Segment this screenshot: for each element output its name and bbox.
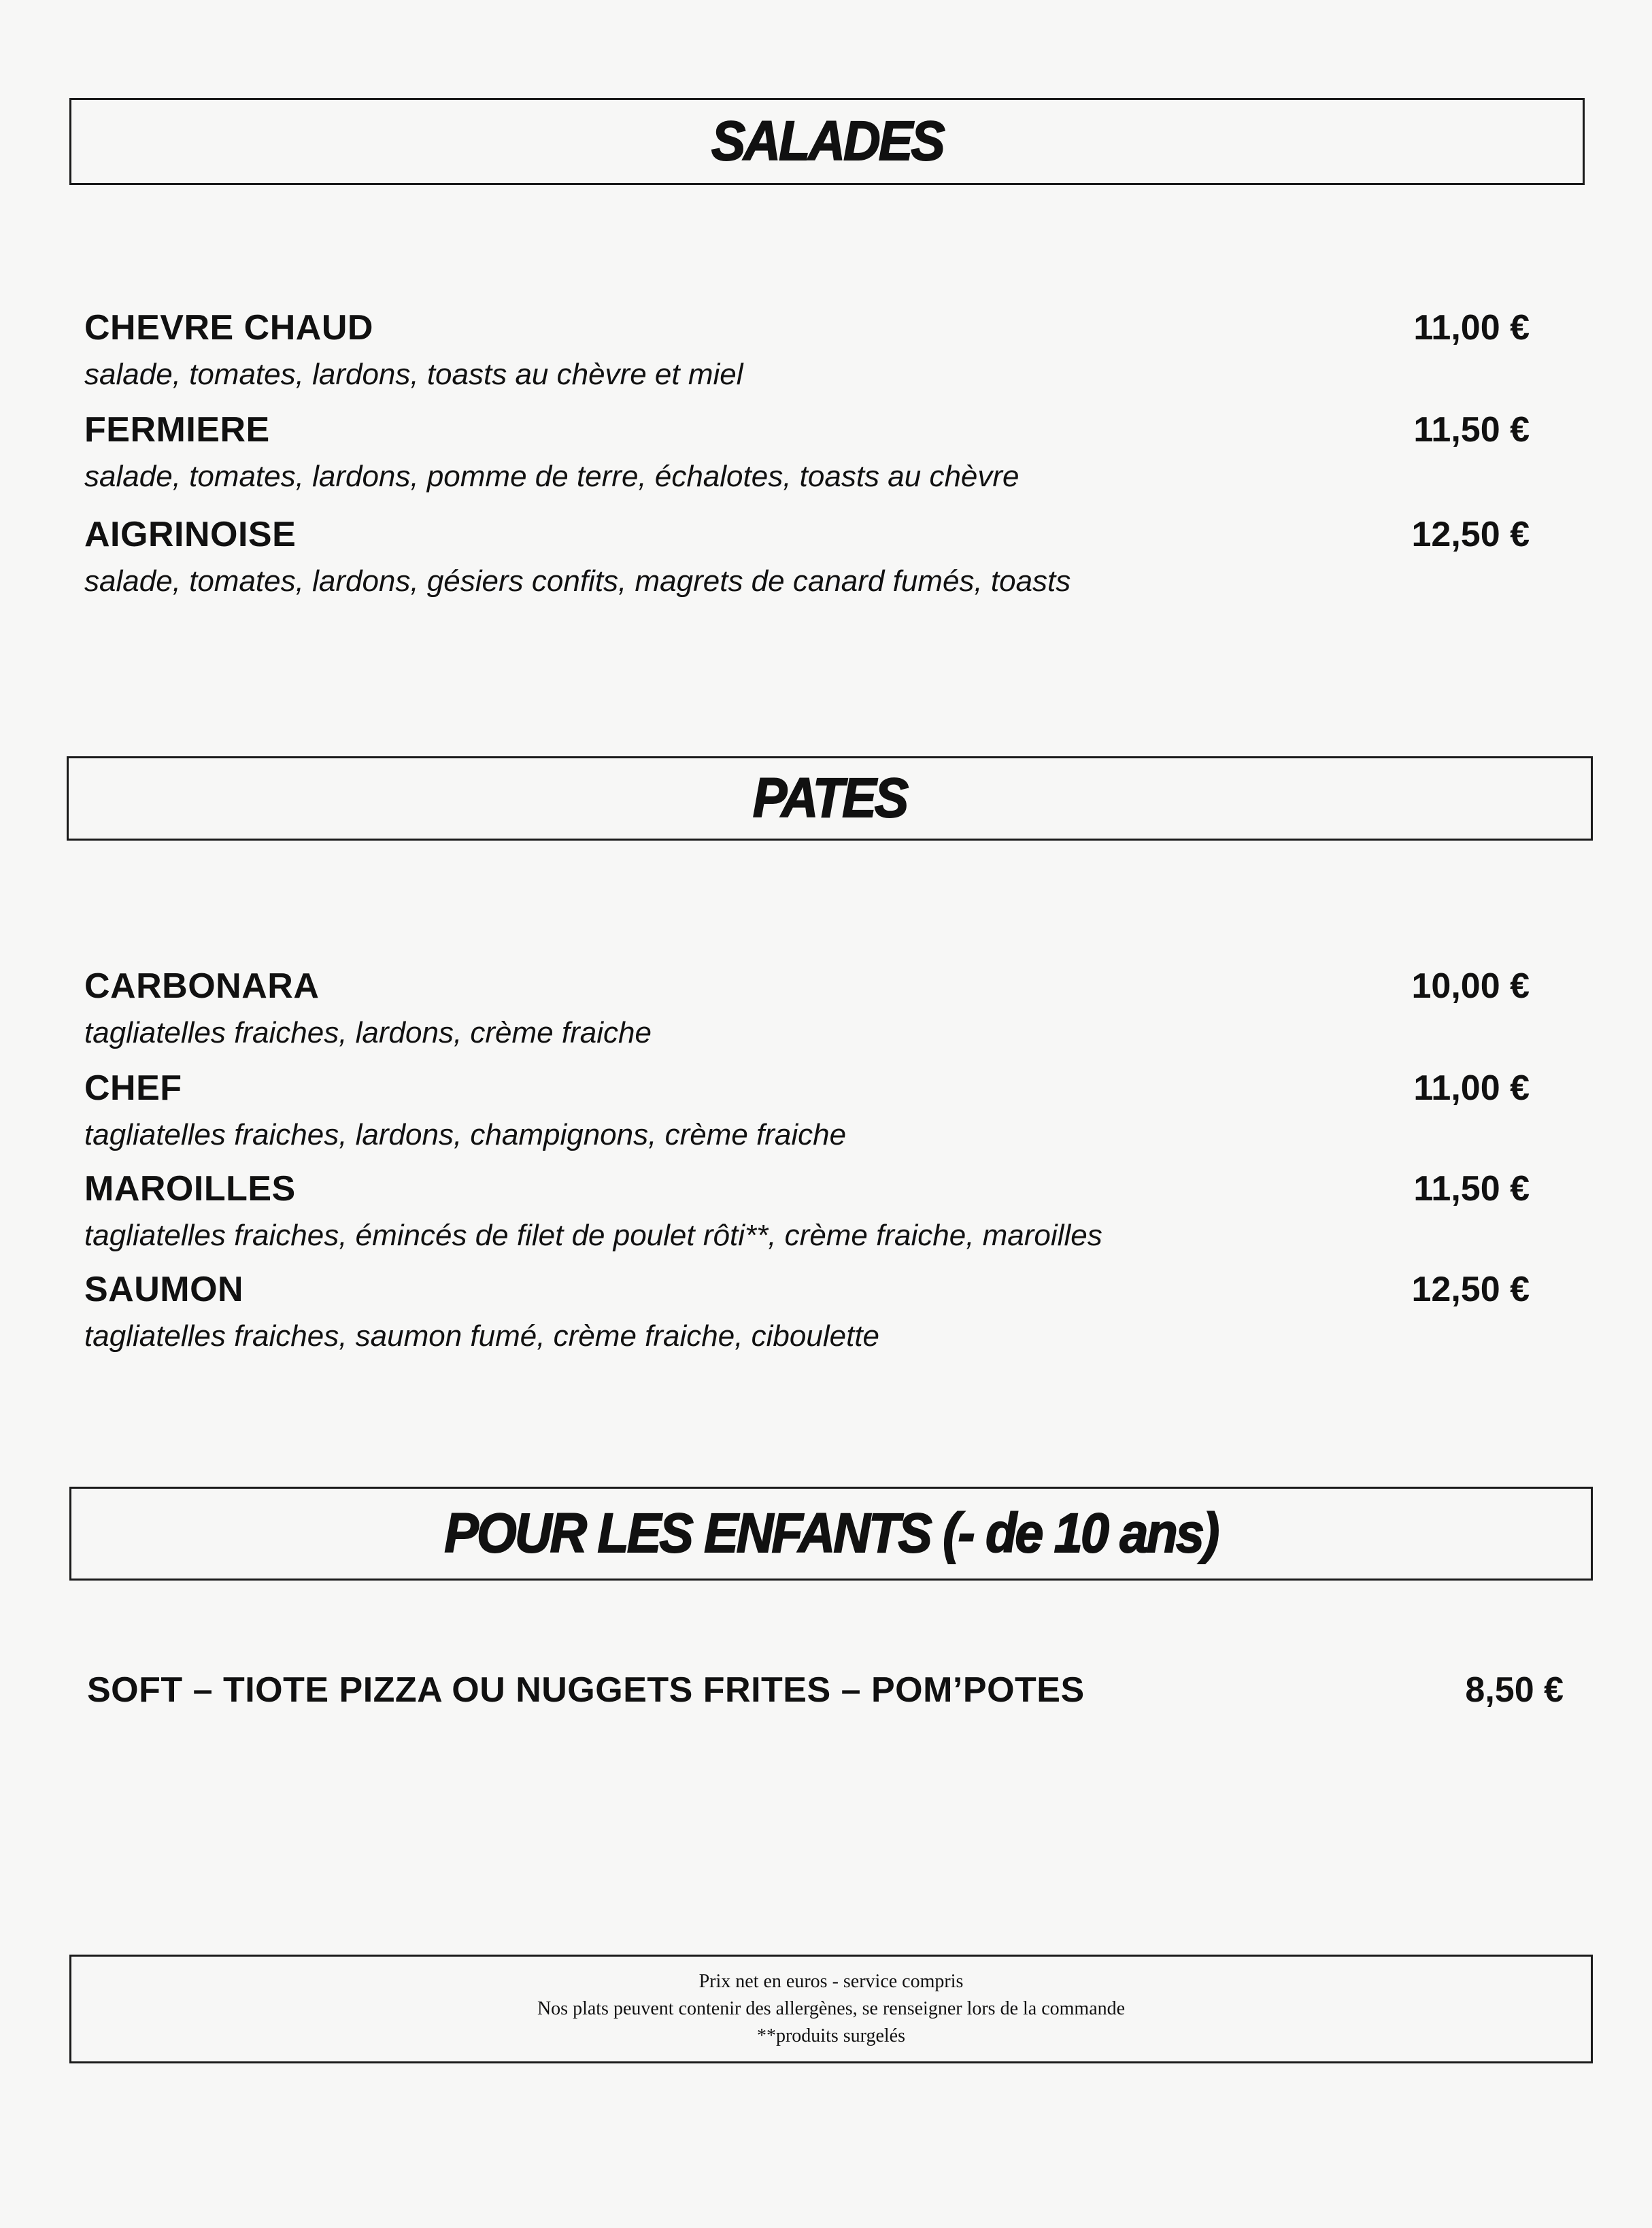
salades-header bbox=[69, 98, 1585, 185]
pates-title: PATES bbox=[752, 767, 907, 829]
item-name: CARBONARA bbox=[84, 966, 320, 1006]
item-price: 11,50 € bbox=[1413, 410, 1530, 450]
item-description: tagliatelles fraiches, lardons, champignons, crème fraiche bbox=[84, 1118, 847, 1151]
menu-item bbox=[84, 514, 1557, 598]
kids-menu-item bbox=[87, 1670, 1564, 1710]
item-name: CHEF bbox=[84, 1068, 182, 1108]
item-description: tagliatelles fraiches, émincés de filet de poulet rôti**, crème fraiche, maroilles bbox=[84, 1219, 1102, 1252]
item-description: salade, tomates, lardons, gésiers confits, magrets de canard fumés, toasts bbox=[84, 564, 1071, 598]
item-description: salade, tomates, lardons, toasts au chèvre et miel bbox=[84, 358, 743, 391]
menu-item bbox=[84, 1168, 1557, 1253]
item-price: 8,50 € bbox=[1465, 1670, 1564, 1710]
item-description: tagliatelles fraiches, lardons, crème fraiche bbox=[84, 1016, 652, 1049]
menu-item bbox=[84, 1068, 1557, 1152]
item-name: MAROILLES bbox=[84, 1169, 296, 1209]
item-description: salade, tomates, lardons, pomme de terre, échalotes, toasts au chèvre bbox=[84, 460, 1019, 493]
item-price: 12,50 € bbox=[1411, 1270, 1530, 1309]
footer-line-allergens: Nos plats peuvent contenir des allergènes, se renseigner lors de la commande bbox=[537, 1998, 1126, 2019]
item-name: CHEVRE CHAUD bbox=[84, 308, 373, 348]
footer-notes bbox=[69, 1955, 1593, 2063]
enfants-title: POUR LES ENFANTS (- de 10 ans) bbox=[444, 1502, 1218, 1564]
item-price: 11,00 € bbox=[1413, 308, 1530, 348]
pates-header bbox=[67, 756, 1593, 841]
footer-line-prices: Prix net en euros - service compris bbox=[698, 1971, 964, 1992]
item-name: SOFT – TIOTE PIZZA OU NUGGETS FRITES – POM’POTES bbox=[87, 1670, 1085, 1710]
enfants-header bbox=[69, 1487, 1593, 1581]
menu-item bbox=[84, 1269, 1557, 1353]
item-price: 11,00 € bbox=[1413, 1068, 1530, 1108]
footer-line-frozen: **produits surgelés bbox=[756, 2025, 906, 2046]
menu-item bbox=[84, 966, 1557, 1050]
item-price: 10,00 € bbox=[1411, 966, 1530, 1006]
menu-item bbox=[84, 307, 1557, 392]
item-name: AIGRINOISE bbox=[84, 515, 297, 554]
item-name: SAUMON bbox=[84, 1270, 244, 1309]
salades-title: SALADES bbox=[711, 110, 943, 172]
item-price: 12,50 € bbox=[1411, 515, 1530, 554]
menu-item bbox=[84, 409, 1557, 494]
item-description: tagliatelles fraiches, saumon fumé, crème fraiche, ciboulette bbox=[84, 1319, 880, 1353]
item-name: FERMIERE bbox=[84, 410, 270, 450]
item-price: 11,50 € bbox=[1413, 1169, 1530, 1209]
